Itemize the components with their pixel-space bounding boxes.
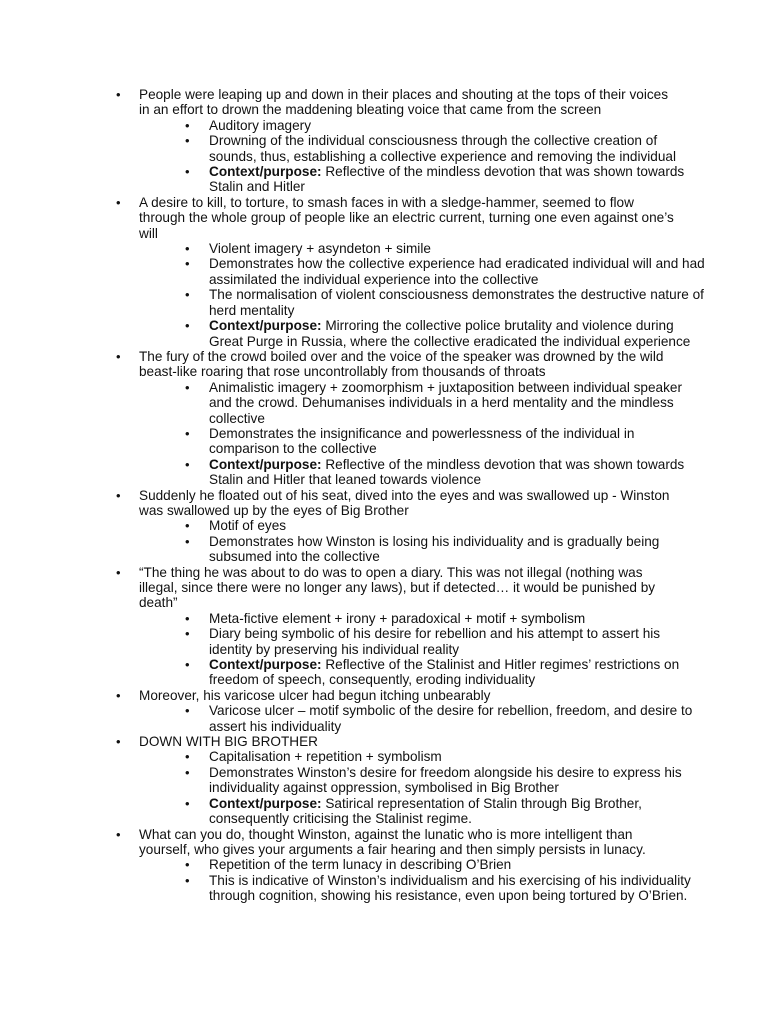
- context-label: Context/purpose:: [209, 318, 322, 334]
- sub-list-item: • Violent imagery + asyndeton + simile: [185, 241, 705, 256]
- list-item: [116, 348, 685, 488]
- list-item: [116, 687, 693, 734]
- sub-list-item: • Context/purpose: Reflective of the mindless devotion that was shown towards Stalin and Hitler that leaned towards violence: [185, 457, 705, 488]
- notes-list: [116, 87, 705, 904]
- sub-list: [139, 857, 691, 904]
- sub-list: [139, 117, 685, 195]
- sub-list-item: • Demonstrates Winston’s desire for freedom alongside his desire to express his individuality against oppression, symbolised in Big Brother: [185, 765, 705, 796]
- quote-text: A desire to kill, to torture, to smash faces in with a sledge-hammer, seemed to flow through the whole group of people like an electric current, turning one even against one’s will: [139, 194, 674, 241]
- context-label: Context/purpose:: [209, 657, 322, 673]
- list-item: [116, 565, 682, 688]
- sub-list-item: • Demonstrates the insignificance and powerlessness of the individual in comparison to the collective: [185, 426, 705, 457]
- sub-list: [139, 241, 705, 349]
- list-item: [116, 87, 685, 195]
- sub-list: [139, 749, 682, 826]
- quote-text: Suddenly he floated out of his seat, dived into the eyes and was swallowed up - Winston was swallowed up by the eyes of Big Brother: [139, 487, 670, 518]
- quote-text: People were leaping up and down in their places and shouting at the tops of their voices in an effort to drown the maddening bleating voice that came from the screen: [139, 87, 668, 118]
- context-label: Context/purpose:: [209, 456, 322, 472]
- sub-list-item: • Drowning of the individual consciousness through the collective creation of sounds, thus, establishing a collective experience and removing the individual: [185, 133, 705, 164]
- list-item: [116, 826, 691, 904]
- sub-list: [139, 703, 693, 734]
- sub-list-item: • This is indicative of Winston’s individualism and his exercising of his individuality through cognition, showing his resistance, even upon being tortured by O’Brien.: [185, 873, 705, 904]
- sub-list-item: • Demonstrates how Winston is losing his individuality and is gradually being subsumed into the collective: [185, 534, 705, 565]
- sub-list-item: • Motif of eyes: [185, 518, 705, 533]
- quote-text: Moreover, his varicose ulcer had begun itching unbearably: [139, 687, 491, 703]
- list-item: [116, 734, 682, 826]
- sub-list-item: • Animalistic imagery + zoomorphism + juxtaposition between individual speaker and the crowd. Dehumanises individuals in a herd mentality and the mindless collective: [185, 380, 705, 426]
- sub-list-item: • Context/purpose: Reflective of the mindless devotion that was shown towards Stalin and Hitler: [185, 164, 705, 195]
- sub-list-item: • Diary being symbolic of his desire for rebellion and his attempt to assert his identity by preserving his individual reality: [185, 626, 705, 657]
- sub-list: [139, 518, 682, 564]
- list-item: [116, 194, 705, 349]
- sub-list-item: • Capitalisation + repetition + symbolism: [185, 749, 705, 764]
- quote-text: DOWN WITH BIG BROTHER: [139, 734, 318, 750]
- context-label: Context/purpose:: [209, 164, 322, 180]
- sub-list: [139, 611, 682, 688]
- sub-list-item: • Varicose ulcer – motif symbolic of the desire for rebellion, freedom, and desire to assert his individuality: [185, 703, 705, 734]
- sub-list: [139, 379, 685, 488]
- context-label: Context/purpose:: [209, 795, 322, 811]
- quote-text: What can you do, thought Winston, against the lunatic who is more intelligent than yourself, who gives your arguments a fair hearing and then simply persists in lunacy.: [139, 826, 646, 857]
- sub-list-item: • The normalisation of violent consciousness demonstrates the destructive nature of herd mentality: [185, 287, 705, 318]
- quote-text: “The thing he was about to do was to open a diary. This was not illegal (nothing was illegal, since there were no longer any laws), but if detected… it would be punished by death”: [139, 564, 656, 611]
- sub-list-item: • Repetition of the term lunacy in describing O’Brien: [185, 857, 705, 872]
- sub-list-item: • Context/purpose: Reflective of the Stalinist and Hitler regimes’ restrictions on freedom of speech, consequently, eroding individuality: [185, 657, 705, 688]
- sub-list-item: • Auditory imagery: [185, 118, 705, 133]
- list-item: [116, 488, 682, 565]
- sub-list-item: • Context/purpose: Satirical representation of Stalin through Big Brother, consequently criticising the Stalinist regime.: [185, 796, 705, 827]
- quote-text: The fury of the crowd boiled over and the voice of the speaker was drowned by the wild beast-like roaring that rose uncontrollably from thousands of throats: [139, 348, 664, 380]
- sub-list-item: • Demonstrates how the collective experience had eradicated individual will and had assimilated the individual experience into the collective: [185, 256, 705, 287]
- sub-list-item: • Meta-fictive element + irony + paradoxical + motif + symbolism: [185, 611, 705, 626]
- sub-list-item: • Context/purpose: Mirroring the collective police brutality and violence during Great Purge in Russia, where the collective eradicated the individual experience: [185, 318, 705, 349]
